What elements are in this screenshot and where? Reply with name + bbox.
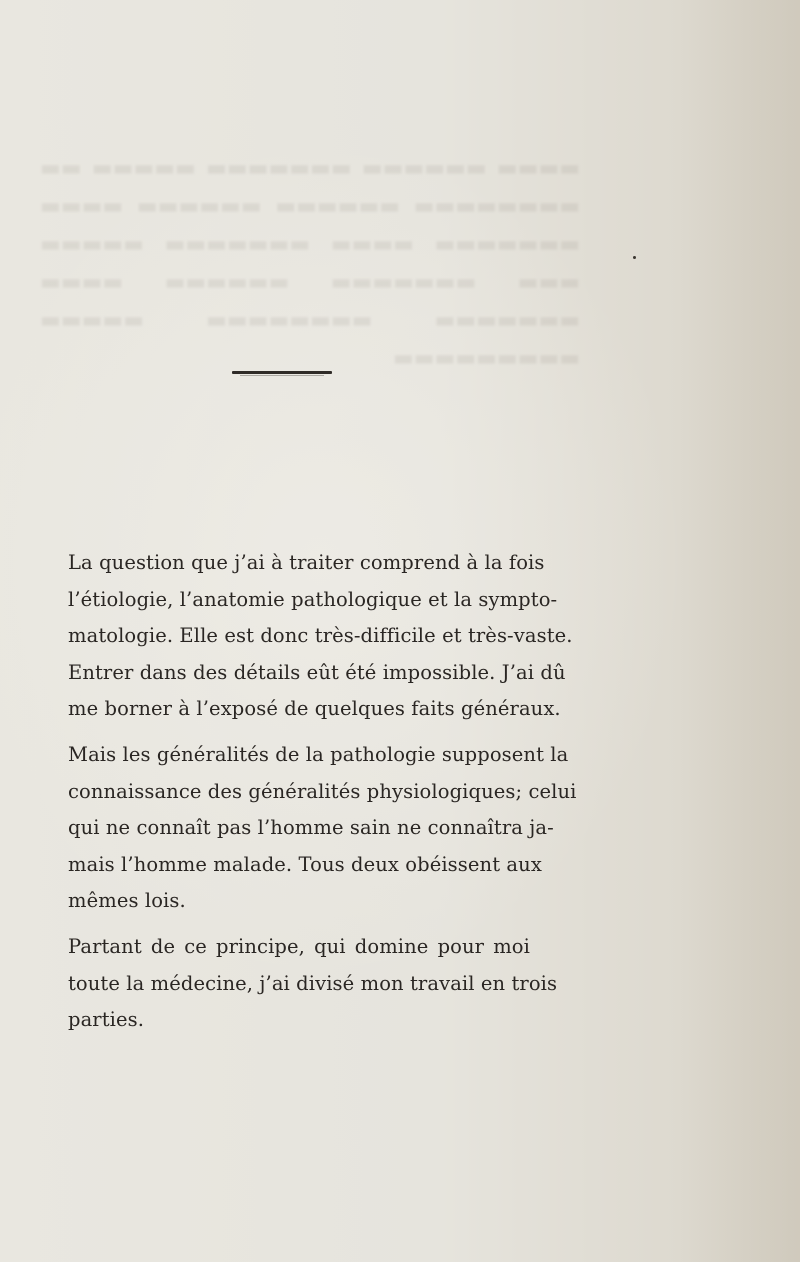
paragraph-2 <box>68 737 577 920</box>
page-edge-shadow <box>680 0 800 1262</box>
text-line: matologie. Elle est donc très-difficile et très-vaste. <box>68 624 573 648</box>
text-line: La question que j’ai à traiter comprend à la fois <box>68 551 545 574</box>
text-line: Entrer dans des détails eût été impossible. J’ai dû <box>68 660 566 684</box>
ink-speck <box>633 256 636 259</box>
body-text <box>68 545 577 1048</box>
text-line: Mais les généralités de la pathologie supposent la <box>68 742 569 766</box>
section-rule <box>232 371 332 374</box>
text-line: me borner à l’exposé de quelques faits généraux. <box>68 697 561 721</box>
paragraph-3 <box>68 929 558 1039</box>
text-line: qui ne connaît pas l’homme sain ne connaîtra ja- <box>68 816 554 840</box>
text-line: connaissance des généralités physiologiques; celui <box>68 779 577 803</box>
text-line: parties. <box>68 1008 145 1032</box>
text-line: l’étiologie, l’anatomie pathologique et la sympto- <box>68 587 558 611</box>
text-line: mais l’homme malade. Tous deux obéissent aux <box>68 852 542 876</box>
paragraph-1 <box>68 545 573 728</box>
bleed-through-text <box>40 150 580 390</box>
bleed-shape: ▬▬▬▬ ▬▬▬▬▬▬ ▬▬▬▬▬▬▬ ▬▬▬▬▬ ▬▬ ▬▬▬▬▬▬▬▬ ▬▬▬▬▬▬ ▬▬▬▬▬▬ ▬▬▬▬ ▬▬▬▬▬▬▬ ▬▬▬▬ ▬▬▬▬▬▬▬ ▬▬▬▬▬ ▬▬▬ ▬▬▬▬▬▬▬ ▬▬▬▬▬▬ ▬▬▬▬ ▬▬▬▬▬▬▬ ▬▬▬▬▬▬▬▬ ▬▬▬▬▬ ▬▬▬▬▬▬▬▬▬ <box>40 156 580 371</box>
text-line: toute la médecine, j’ai divisé mon travail en trois <box>68 971 558 995</box>
text-line: Partant de ce principe, qui domine pour moi <box>68 934 530 958</box>
text-line: mêmes lois. <box>68 889 186 913</box>
